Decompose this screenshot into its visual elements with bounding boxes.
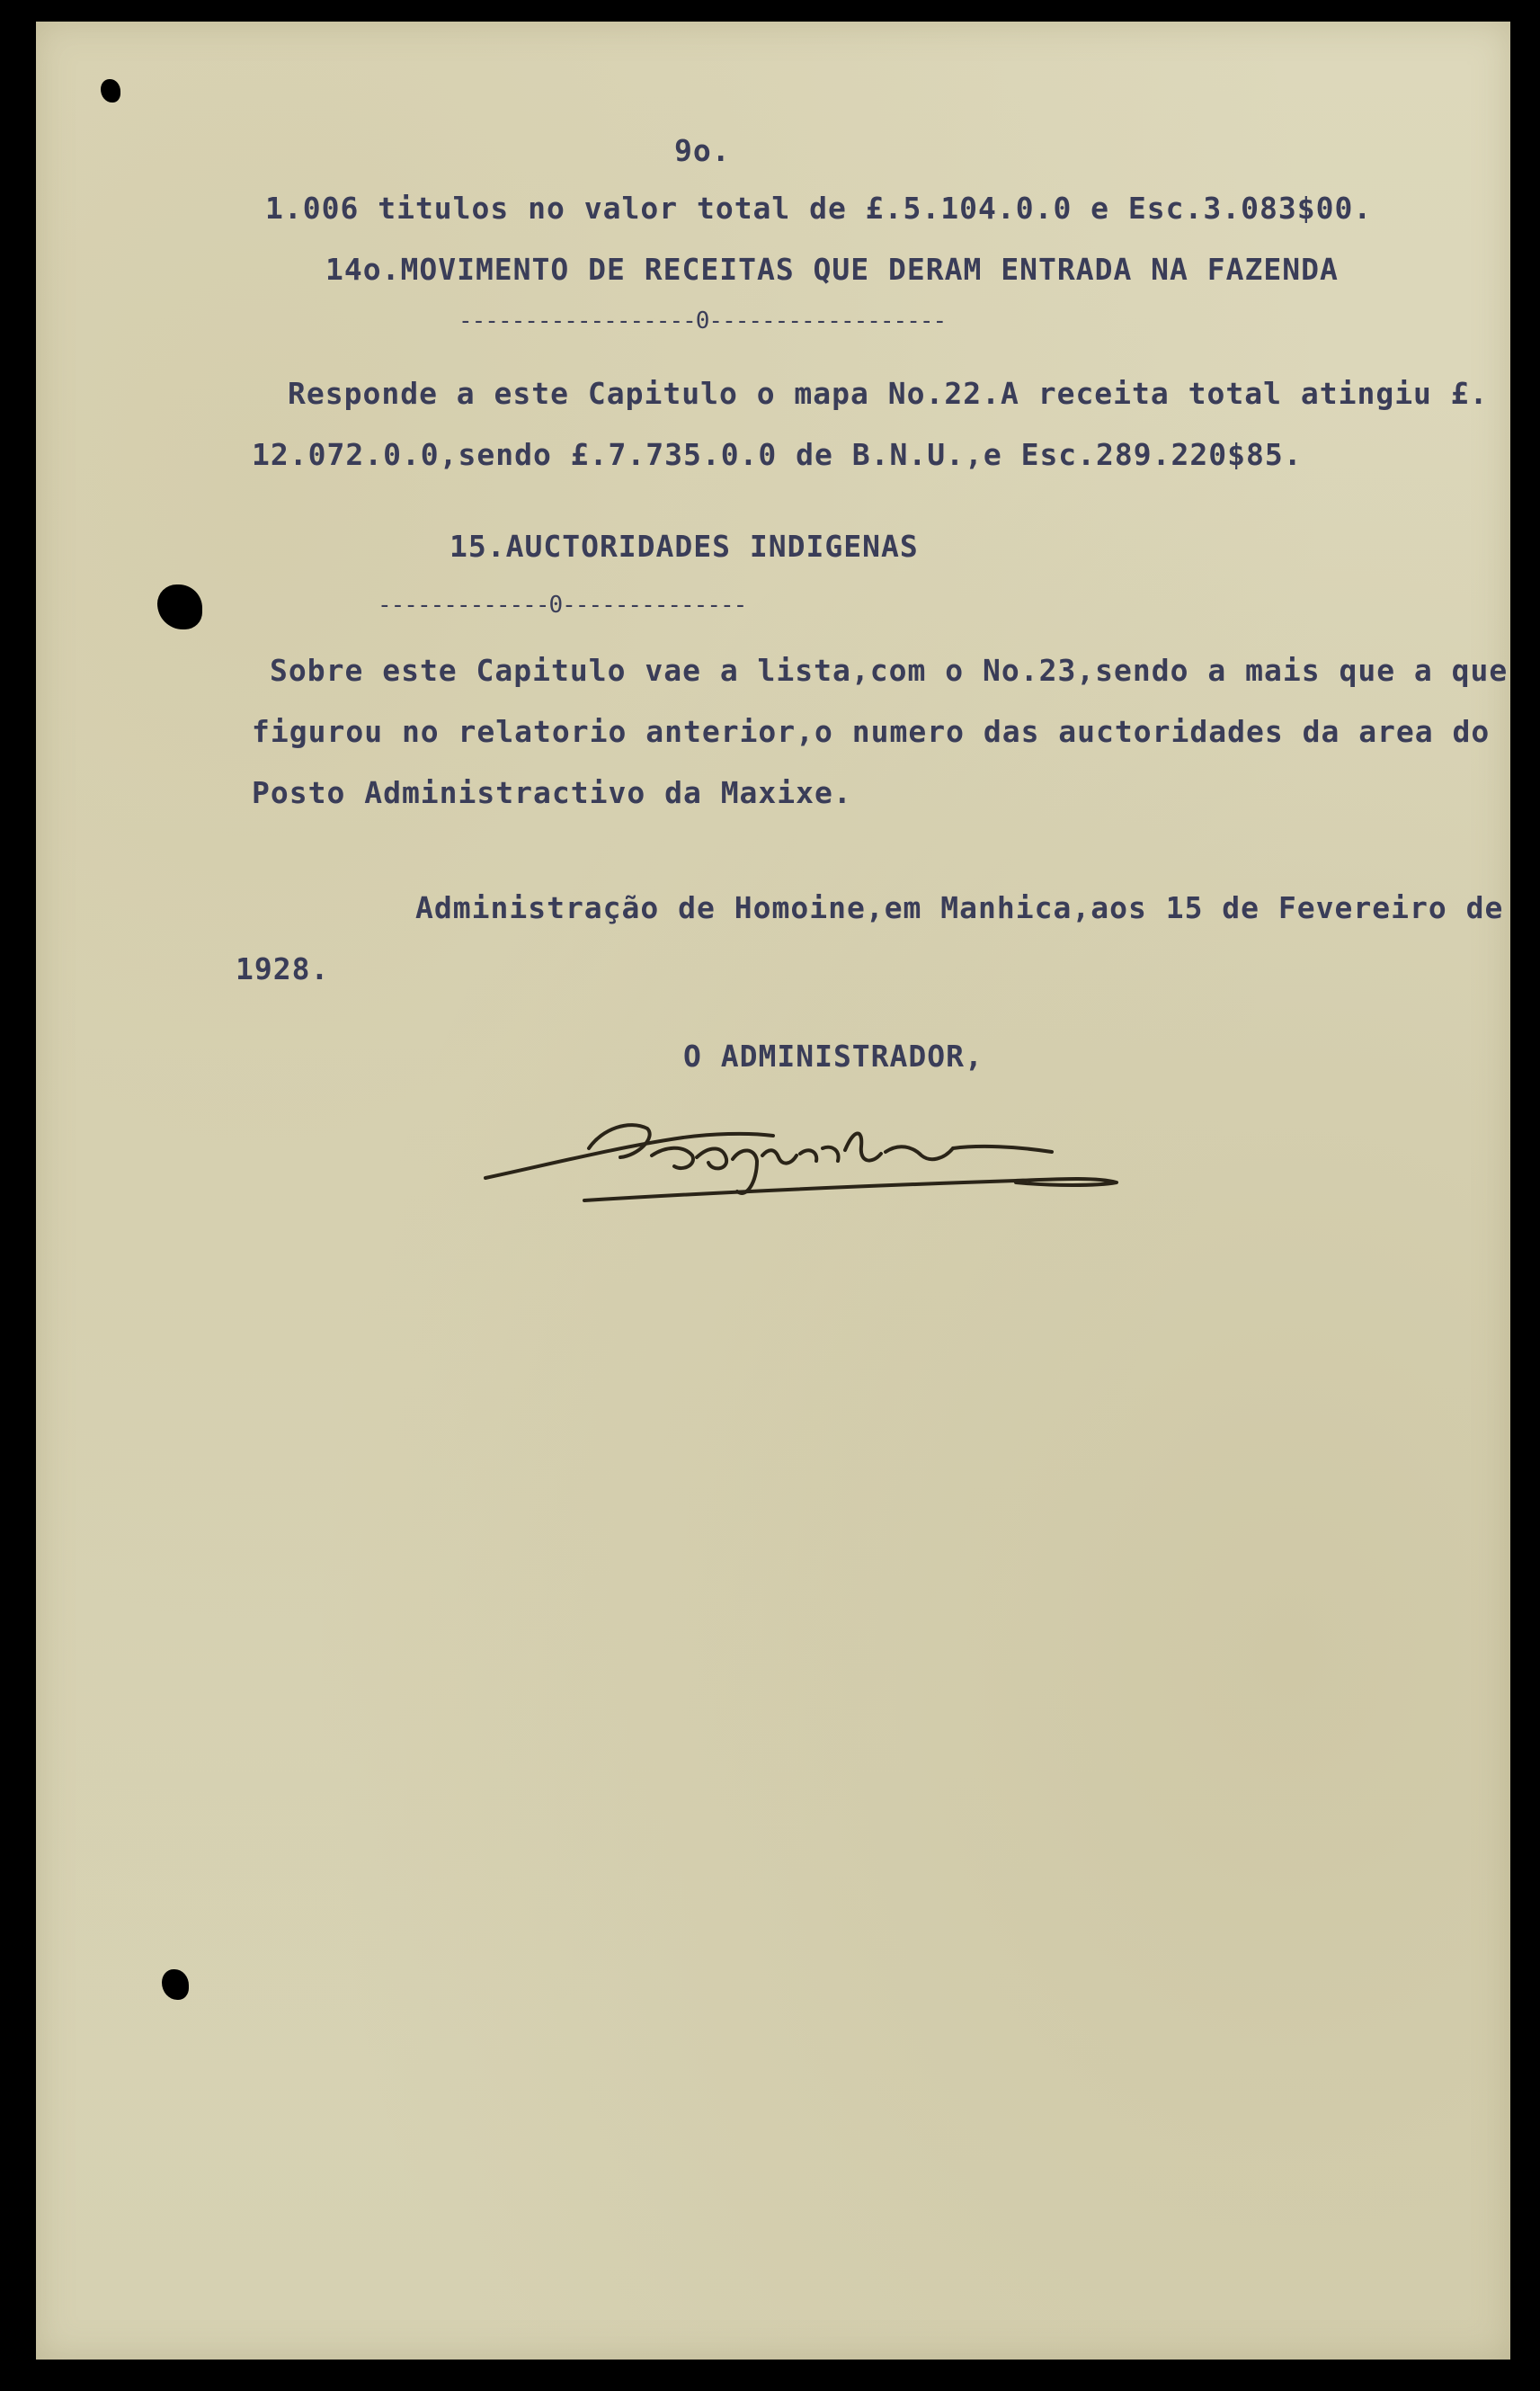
signatory-title: O ADMINISTRADOR,: [683, 1039, 984, 1074]
closing-place-date-line-2: 1928.: [236, 951, 330, 986]
closing-place-date-line-1: Administração de Homoine,em Manhica,aos 15 de Fevereiro de: [415, 890, 1504, 925]
section-15-heading: 15.AUCTORIDADES INDIGENAS: [450, 529, 919, 564]
section-14-heading: 14o.MOVIMENTO DE RECEITAS QUE DERAM ENTRADA NA FAZENDA: [325, 252, 1339, 287]
section-14-rule: ------------------0------------------: [458, 308, 947, 335]
punch-hole-top: [101, 79, 120, 103]
section-14-paragraph-line-2: 12.072.0.0,sendo £.7.735.0.0 de B.N.U.,e Esc.289.220$85.: [252, 437, 1303, 472]
section-14-paragraph-line-1: Responde a este Capitulo o mapa No.22.A receita total atingiu £.: [288, 376, 1489, 411]
section-15-paragraph-line-2: figurou no relatorio anterior,o numero das auctoridades da area do: [252, 714, 1491, 749]
section-15-paragraph-line-1: Sobre este Capitulo vae a lista,com o No.23,sendo a mais que a que: [270, 653, 1509, 688]
titles-total-line: 1.006 titulos no valor total de £.5.104.0.0 e Esc.3.083$00.: [265, 191, 1373, 226]
page-number: 9o.: [674, 133, 731, 168]
section-15-paragraph-line-3: Posto Administractivo da Maxixe.: [252, 775, 852, 810]
handwritten-signature: [476, 1093, 1124, 1209]
section-15-rule: -------------0--------------: [378, 592, 747, 619]
